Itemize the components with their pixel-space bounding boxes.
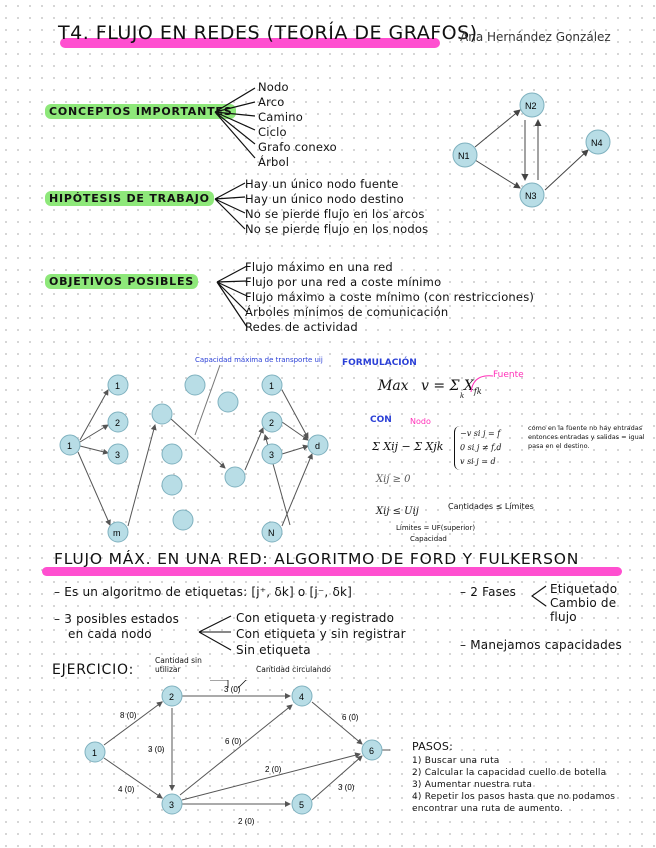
note-sin-utilizar: Cantidad sin utilizar	[155, 656, 202, 674]
objetivo-item: Árboles mínimos de comunicación	[245, 305, 449, 319]
edge-label: 4 (0)	[118, 785, 135, 794]
ejercicio-label: EJERCICIO:	[52, 662, 135, 678]
page-title: T4. FLUJO EN REDES (TEORÍA DE GRAFOS)	[58, 22, 478, 44]
flow-balance: Σ Xij − Σ Xjk	[372, 440, 444, 453]
estados-line-b: en cada nodo	[68, 627, 152, 641]
ford-title: FLUJO MÁX. EN UNA RED: ALGORITMO DE FORD Y FULKERSON	[54, 550, 580, 568]
hipotesis-brace	[210, 177, 250, 237]
node-label: 1	[67, 441, 73, 451]
hipotesis-item: Hay un único nodo destino	[245, 192, 404, 206]
hipotesis-label: HIPÓTESIS DE TRABAJO	[45, 191, 214, 206]
fases-label: – 2 Fases	[460, 585, 517, 599]
node-label: 2	[269, 418, 275, 428]
net-node	[218, 392, 238, 412]
hipotesis-list	[245, 177, 428, 237]
concepto-item: Camino	[258, 110, 303, 124]
fuente-note: Fuente	[493, 370, 524, 380]
edge-label: 2 (0)	[265, 765, 282, 774]
pasos-list	[412, 755, 647, 815]
conceptos-brace	[210, 82, 260, 172]
node-label: 2	[115, 418, 121, 428]
node-label: 3	[169, 800, 175, 810]
pasos-heading: PASOS:	[412, 740, 453, 753]
formulacion-heading: FORMULACIÓN	[342, 358, 417, 368]
fases-list	[550, 582, 630, 624]
estado-item: Sin etiqueta	[236, 643, 311, 657]
node-label: 3	[115, 450, 121, 460]
ford-line1: – Es un algoritmo de etiquetas: [j⁺, δk] o [j⁻, δk]	[54, 585, 353, 599]
con-label: CON	[370, 415, 392, 425]
objective: v = Σ X	[421, 378, 474, 394]
objective-sub: fk	[473, 386, 482, 396]
net-node	[162, 475, 182, 495]
node-label: N2	[525, 101, 537, 111]
node-label: 1	[92, 748, 98, 758]
cases	[460, 427, 501, 469]
paso-item: 3) Aumentar nuestra ruta	[412, 780, 533, 790]
cap-constraint: Xij ≤ Uij	[376, 506, 419, 517]
note-circulando: Cantidad circulando	[256, 665, 331, 674]
objective-k: k	[460, 391, 465, 400]
paso-item: 2) Calcular la capacidad cuello de botella	[412, 768, 607, 778]
objetivos-list	[245, 260, 534, 335]
node-label: 6	[369, 746, 375, 756]
objetivo-item: Flujo por una red a coste mínimo	[245, 275, 442, 289]
objetivo-item: Redes de actividad	[245, 320, 358, 334]
concepto-item: Árbol	[258, 155, 290, 169]
estados-list	[236, 610, 406, 658]
network-diagram	[50, 350, 340, 545]
concepto-item: Nodo	[258, 80, 289, 94]
objetivos-label: OBJETIVOS POSIBLES	[45, 274, 198, 289]
objetivo-item: Flujo máximo a coste mínimo (con restricciones)	[245, 290, 535, 304]
edge-label: 8 (0)	[120, 711, 137, 720]
limites-note: Límites = UF(superior)	[396, 524, 476, 532]
node-label: 5	[299, 800, 305, 810]
exercise-graph	[80, 680, 390, 830]
concepto-item: Ciclo	[258, 125, 287, 139]
hipotesis-item: Hay un único nodo fuente	[245, 177, 399, 191]
edge-label: 6 (0)	[225, 737, 242, 746]
paso-item: 1) Buscar una ruta	[412, 756, 500, 766]
node-label: N3	[525, 191, 537, 201]
node-label: 3	[269, 450, 275, 460]
capacidad-note: Capacidad	[410, 535, 447, 543]
edge-label: 3 (0)	[338, 783, 355, 792]
capacity-label: Capacidad máxima de transporte uij	[195, 356, 323, 364]
hipotesis-item: No se pierde flujo en los arcos	[245, 207, 425, 221]
node-label: m	[113, 528, 121, 538]
net-node	[185, 375, 205, 395]
author-name: Ana Hernández González	[460, 30, 611, 44]
objetivo-item: Flujo máximo en una red	[245, 260, 393, 274]
ford-highlight	[42, 567, 622, 576]
estados-intro	[54, 612, 179, 642]
edge-label: 3 (0)	[148, 745, 165, 754]
max-word: Max	[378, 378, 409, 394]
edge-label: 2 (0)	[238, 817, 255, 826]
node-label: N1	[458, 151, 470, 161]
fase-item: Cambio de flujo	[550, 596, 617, 624]
hipotesis-item: No se pierde flujo en los nodos	[245, 222, 429, 236]
concepto-item: Arco	[258, 95, 285, 109]
estados-line-a: – 3 posibles estados	[54, 612, 180, 626]
node-label: d	[315, 441, 321, 451]
net-node	[225, 467, 245, 487]
node-label: 1	[115, 381, 121, 391]
node-label: 1	[269, 381, 275, 391]
nodo-note: Nodo	[410, 417, 431, 426]
conceptos-list	[258, 80, 337, 170]
manejamos-note: – Manejamos capacidades	[460, 638, 622, 652]
concepto-item: Grafo conexo	[258, 140, 337, 154]
case-item: v si j = d	[460, 457, 496, 466]
estados-brace	[195, 610, 235, 660]
node-label: 4	[299, 692, 305, 702]
fases-brace	[528, 582, 548, 612]
cap-note: Cantidades ≤ Límites	[448, 502, 534, 511]
fuente-arrow	[465, 372, 495, 397]
paso-item: 4) Repetir los pasos hasta que no podamos encontrar una ruta de aumento.	[412, 792, 616, 814]
node-label: 2	[169, 692, 175, 702]
nonneg-constraint: Xij ≥ 0	[376, 474, 411, 485]
net-node	[162, 444, 182, 464]
conceptos-label: CONCEPTOS IMPORTANTES	[45, 104, 236, 119]
case-item: −v si j = f	[460, 429, 501, 438]
edge-label: 6 (0)	[342, 713, 359, 722]
edge-label: 3 (0)	[224, 685, 241, 694]
case-item: 0 si j ≠ f,d	[460, 443, 502, 452]
net-node	[173, 510, 193, 530]
estado-item: Con etiqueta y sin registrar	[236, 627, 406, 641]
node-label: N4	[591, 138, 603, 148]
cases-side-note: como en la fuente no hay entradas entonces entradas y salidas = igual pasa en el destino.	[528, 424, 645, 450]
node-label: N	[268, 528, 275, 538]
fase-item: Etiquetado	[550, 582, 618, 596]
small-graph	[440, 85, 620, 215]
estado-item: Con etiqueta y registrado	[236, 611, 395, 625]
net-node	[152, 404, 172, 424]
